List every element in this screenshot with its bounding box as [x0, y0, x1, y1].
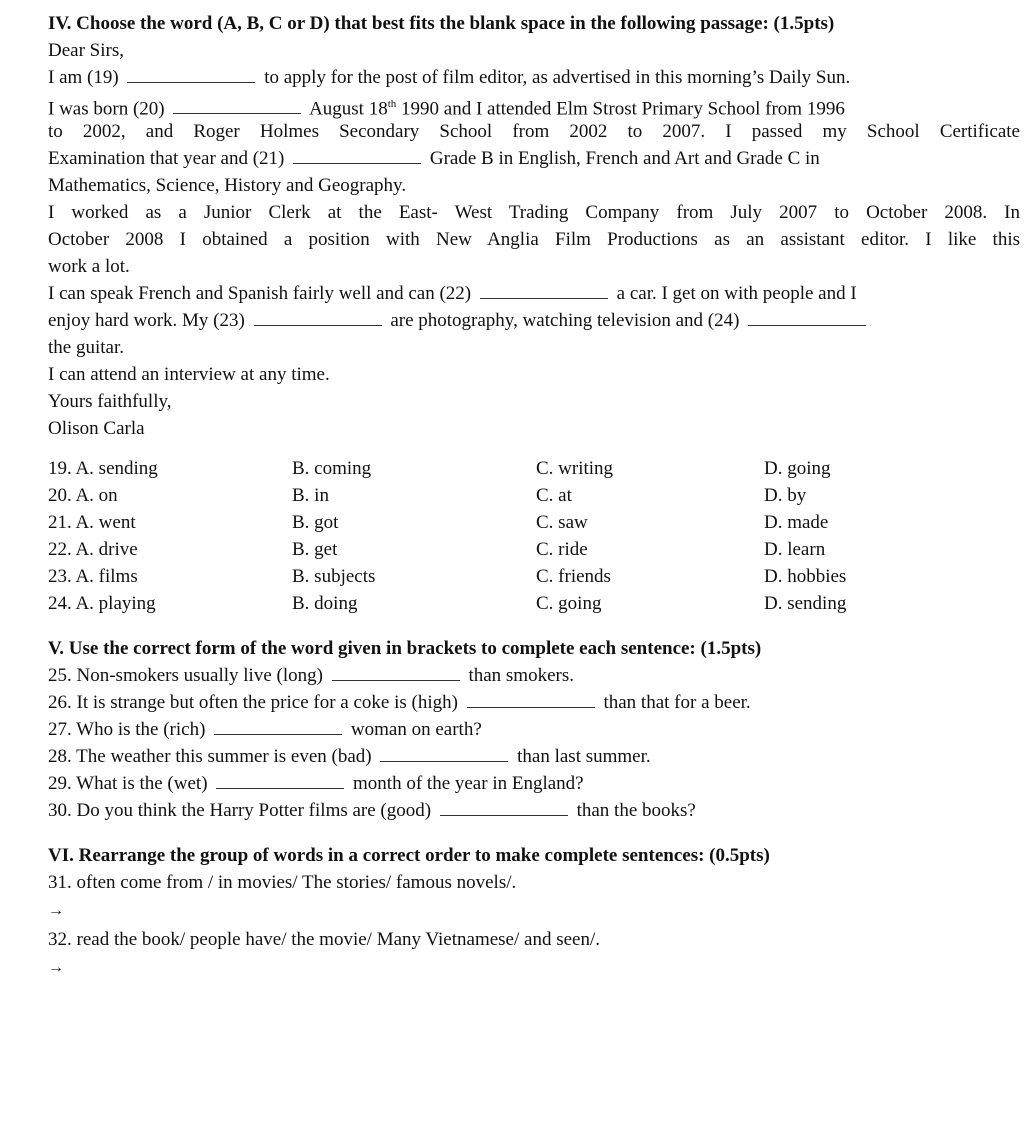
option-21-d[interactable]: D. made	[764, 512, 829, 533]
letter-line-4: Examination that year and (21) Grade B in English, French and Art and Grade C in	[48, 148, 820, 169]
options-grid	[48, 455, 1020, 617]
option-20-d[interactable]: D. by	[764, 485, 807, 506]
option-row-22	[48, 536, 1020, 563]
letter-line-9: I can speak French and Spanish fairly well and can (22) a car. I get on with people and I	[48, 283, 857, 304]
letter-line-12: I can attend an interview at any time.	[48, 364, 330, 385]
option-23-a[interactable]: 23. A. films	[48, 566, 138, 587]
option-20-b[interactable]: B. in	[292, 485, 329, 506]
option-19-c[interactable]: C. writing	[536, 458, 614, 479]
letter-line-5: Mathematics, Science, History and Geography.	[48, 175, 407, 196]
letter-line-8: work a lot.	[48, 256, 130, 277]
option-20-c[interactable]: C. at	[536, 485, 572, 506]
section-5	[48, 635, 1020, 824]
blank-26[interactable]	[467, 691, 595, 708]
option-24-c[interactable]: C. going	[536, 593, 602, 614]
option-19-d[interactable]: D. going	[764, 458, 831, 479]
question-32: 32. read the book/ people have/ the movie/ Many Vietnamese/ and seen/.	[48, 929, 600, 950]
question-29: 29. What is the (wet) month of the year in England?	[48, 773, 584, 794]
question-26: 26. It is strange but often the price for a coke is (high) than that for a beer.	[48, 692, 751, 713]
option-21-c[interactable]: C. saw	[536, 512, 588, 533]
letter-closing: Yours faithfully,	[48, 391, 172, 412]
option-23-c[interactable]: C. friends	[536, 566, 611, 587]
option-19-a[interactable]: 19. A. sending	[48, 458, 158, 479]
option-row-23	[48, 563, 1020, 590]
section-4-heading: IV. Choose the word (A, B, C or D) that best fits the blank space in the following passage: (1.5pts)	[48, 13, 835, 34]
question-31: 31. often come from / in movies/ The stories/ famous novels/.	[48, 872, 517, 893]
letter-line-3: to 2002, and Roger Holmes Secondary School from 2002 to 2007. I passed my School Certificate	[48, 121, 1020, 142]
option-20-a[interactable]: 20. A. on	[48, 485, 118, 506]
option-row-19	[48, 455, 1020, 482]
question-30: 30. Do you think the Harry Potter films are (good) than the books?	[48, 800, 696, 821]
option-24-a[interactable]: 24. A. playing	[48, 593, 156, 614]
question-28: 28. The weather this summer is even (bad) than last summer.	[48, 746, 651, 767]
option-24-d[interactable]: D. sending	[764, 593, 847, 614]
letter-line-6: I worked as a Junior Clerk at the East- West Trading Company from July 2007 to October 2008. In	[48, 202, 1020, 223]
blank-24[interactable]	[748, 309, 866, 326]
option-22-a[interactable]: 22. A. drive	[48, 539, 138, 560]
option-22-b[interactable]: B. get	[292, 539, 338, 560]
letter-signature: Olison Carla	[48, 418, 145, 439]
blank-19[interactable]	[127, 66, 255, 83]
option-22-d[interactable]: D. learn	[764, 539, 826, 560]
question-25: 25. Non-smokers usually live (long) than smokers.	[48, 665, 574, 686]
option-row-20	[48, 482, 1020, 509]
blank-28[interactable]	[380, 745, 508, 762]
section-5-heading: V. Use the correct form of the word given in brackets to complete each sentence: (1.5pts)	[48, 638, 762, 659]
section-6-heading: VI. Rearrange the group of words in a correct order to make complete sentences: (0.5pts)	[48, 845, 770, 866]
letter-line-1: I am (19) to apply for the post of film editor, as advertised in this morning’s Daily Sun.	[48, 67, 851, 88]
blank-20[interactable]	[173, 97, 301, 114]
letter-line-11: the guitar.	[48, 337, 124, 358]
worksheet	[48, 10, 1020, 983]
blank-22[interactable]	[480, 282, 608, 299]
question-27: 27. Who is the (rich) woman on earth?	[48, 719, 482, 740]
letter-line-2: I was born (20) August 18th 1990 and I attended Elm Strost Primary School from 1996	[48, 98, 845, 120]
letter-line-10: enjoy hard work. My (23) are photography, watching television and (24)	[48, 307, 1020, 334]
answer-arrow-32[interactable]: →	[48, 959, 64, 976]
option-23-d[interactable]: D. hobbies	[764, 566, 847, 587]
option-21-a[interactable]: 21. A. went	[48, 512, 136, 533]
blank-23[interactable]	[254, 309, 382, 326]
section-6	[48, 842, 1020, 983]
letter-greeting: Dear Sirs,	[48, 40, 124, 61]
option-22-c[interactable]: C. ride	[536, 539, 588, 560]
option-24-b[interactable]: B. doing	[292, 593, 358, 614]
blank-25[interactable]	[332, 664, 460, 681]
blank-30[interactable]	[440, 799, 568, 816]
option-23-b[interactable]: B. subjects	[292, 566, 376, 587]
option-row-24	[48, 590, 1020, 617]
option-21-b[interactable]: B. got	[292, 512, 339, 533]
blank-21[interactable]	[293, 147, 421, 164]
blank-29[interactable]	[216, 772, 344, 789]
letter-line-7: October 2008 I obtained a position with New Anglia Film Productions as an assistant editor. I like this	[48, 229, 1020, 250]
answer-arrow-31[interactable]: →	[48, 902, 64, 919]
blank-27[interactable]	[214, 718, 342, 735]
option-19-b[interactable]: B. coming	[292, 458, 372, 479]
option-row-21	[48, 509, 1020, 536]
